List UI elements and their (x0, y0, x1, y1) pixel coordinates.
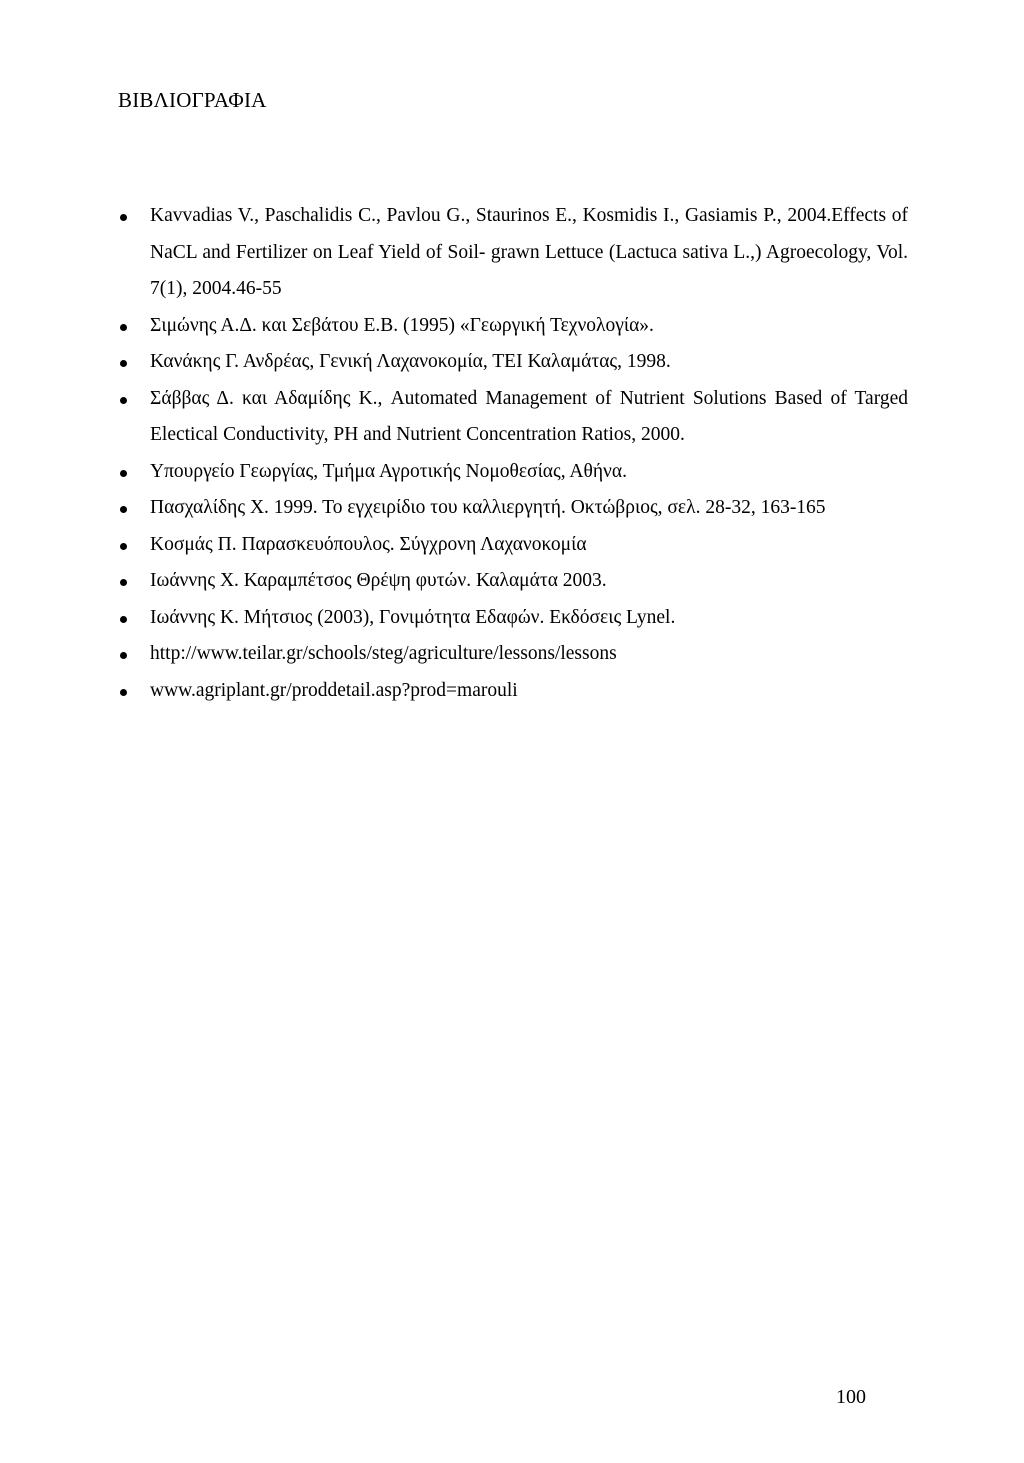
reference-text: Ιωάννης Κ. Μήτσιος (2003), Γονιμότητα Εδαφών. Εκδόσεις Lynel. (150, 606, 676, 628)
bullet-icon (120, 506, 127, 513)
reference-item-6 (118, 490, 908, 527)
reference-text: Ιωάννης Χ. Καραμπέτσος Θρέψη φυτών. Καλαμάτα 2003. (150, 570, 607, 591)
reference-item-5 (118, 454, 908, 491)
bullet-icon (120, 324, 127, 331)
reference-item-4 (118, 381, 908, 454)
bullet-icon (120, 689, 127, 696)
reference-list (118, 198, 908, 709)
bullet-icon (120, 397, 127, 404)
reference-text: Kavvadias V., Paschalidis C., Pavlou G., Staurinos E., Kosmidis I., Gasiamis P., 2004.Effects of NaCL and Fertilizer on Leaf Yield of Soil- grawn Lettuce (Lactuca sativa L.,) Agroecology, Vol. 7(1), 2004.46-55 (150, 205, 908, 299)
bullet-icon (120, 214, 127, 221)
reference-text: Σιμώνης Α.Δ. και Σεβάτου Ε.Β. (1995) «Γεωργική Τεχνολογία». (150, 314, 654, 336)
reference-item-2 (118, 308, 908, 345)
bullet-icon (120, 470, 127, 477)
reference-item-10 (118, 636, 908, 673)
reference-link: http://www.teilar.gr/schools/steg/agriculture/lessons/lessons (150, 643, 617, 664)
bullet-icon (120, 616, 127, 623)
reference-text: Σάββας Δ. και Αδαμίδης Κ., Automated Management of Nutrient Solutions Based of Targed Electical Conductivity, PH and Nutrient Concentration Ratios, 2000. (150, 387, 908, 445)
bullet-icon (120, 652, 127, 659)
page-title: ΒΙΒΛΙΟΓΡΑΦΙΑ (118, 88, 267, 112)
reference-text: Κοσμάς Π. Παρασκευόπουλος. Σύγχρονη Λαχανοκομία (150, 533, 587, 555)
reference-item-7 (118, 527, 908, 564)
reference-item-9 (118, 600, 908, 637)
bullet-icon (120, 579, 127, 586)
bullet-icon (120, 360, 127, 367)
reference-item-11 (118, 673, 908, 710)
reference-text: Κανάκης Γ. Ανδρέας, Γενική Λαχανοκομία, ΤΕΙ Καλαμάτας, 1998. (150, 351, 671, 372)
reference-item-1 (118, 198, 908, 308)
page-number: 100 (836, 1386, 866, 1408)
reference-item-8 (118, 563, 908, 600)
reference-text: Υπουργείο Γεωργίας, Τμήμα Αγροτικής Νομοθεσίας, Αθήνα. (150, 460, 627, 482)
reference-link: www.agriplant.gr/proddetail.asp?prod=marouli (150, 679, 518, 701)
reference-item-3 (118, 344, 908, 381)
reference-text: Πασχαλίδης Χ. 1999. Το εγχειρίδιο του καλλιεργητή. Οκτώβριος, σελ. 28-32, 163-165 (150, 497, 826, 518)
bullet-icon (120, 543, 127, 550)
